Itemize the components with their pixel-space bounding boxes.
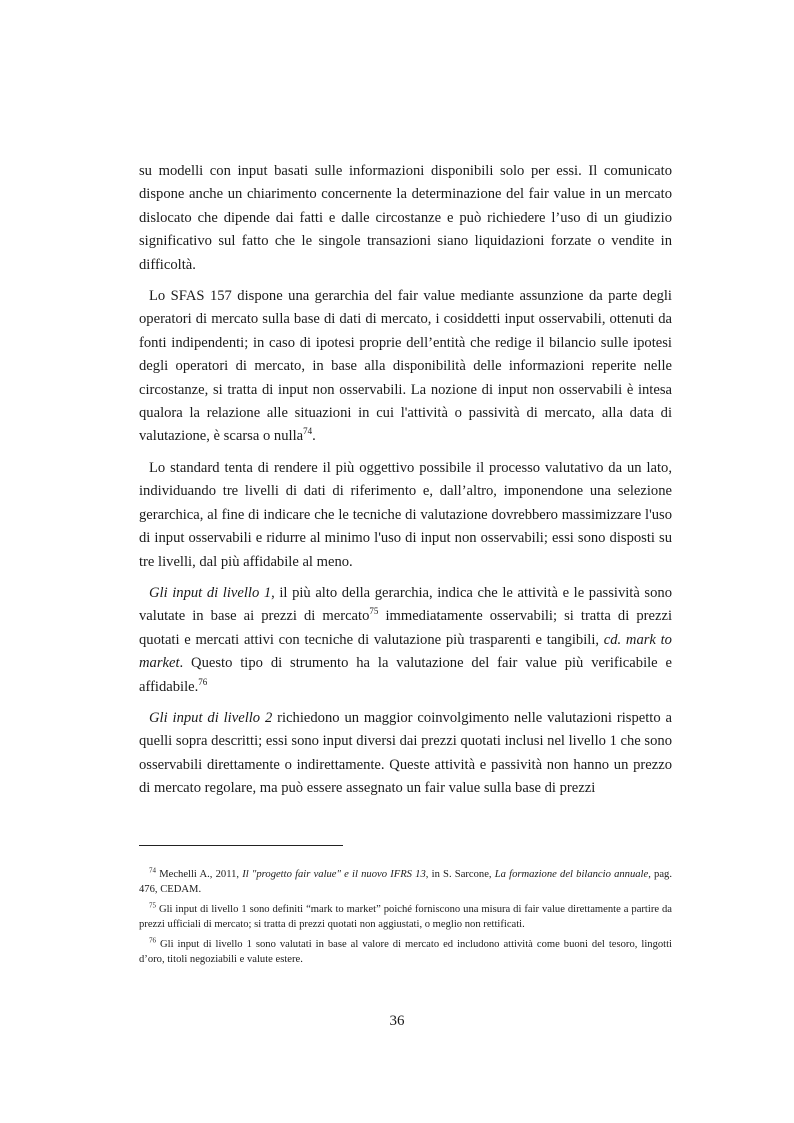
paragraph: Lo standard tenta di rendere il più oggettivo possibile il processo valutativo da un lato, individuando tre livelli di dati di riferimento e, dall’altro, imponendone una selezione gerarchica, al fine di indicare che le tecniche di valutazione dovrebbero massimizzare l'uso di input osservabili e ridurre al minimo l'uso di input non osservabili; essi sono disposti su tre livelli, dal più affidabile al meno. [139, 459, 672, 570]
paragraph: Lo SFAS 157 dispone una gerarchia del fair value mediante assunzione da parte degli operatori di mercato sulla base di dati di mercato, i cosiddetti input osservabili, ottenuti da fonti indipendenti; in caso di ipotesi proprie dell’entità che redige il bilancio sulle ipotesi degli operatori di mercato, in base alla disponibilità delle informazioni reperite nelle circostanze, si tratta di input non osservabili. La nozione di input non osservabili è intesa qualora la relazione alle situazioni in cui l'attività o passività di mercato, alla data di valutazione, è scarsa o nulla$^{74}$. [139, 288, 672, 445]
footnote-ref[interactable]: 75 [369, 606, 379, 617]
italic-term: cd. mark to market [139, 631, 672, 672]
paragraph: Gli input di livello 1, il più alto della gerarchia, indica che le attività e le passività sono valutate in base ai prezzi di mercato$^{75}$ immediatamente osservabili; si tratta di prezzi quotati e mercati attivi con tecniche di valutazione più trasparenti e tangibili, cd. mark to market. Questo tipo di strumento ha la valutazione del fair value più verificabile e affidabile.$^{76}$ [139, 584, 672, 695]
footnote-ref[interactable]: 76 [198, 676, 208, 687]
body-text [139, 160, 672, 809]
italic-term: Gli input di livello 2 [149, 709, 273, 726]
footnotes [139, 868, 672, 973]
footnote-75: $^{75}$ Gli input di livello 1 sono definiti “mark to market” poiché forniscono una misura di fair value direttamente a partire da prezzi ufficiali di mercato; si tratta di prezzi quotati non aggiustati, o meglio non rettificati. [139, 901, 672, 930]
paragraph: Gli input di livello 2 richiedono un maggior coinvolgimento nelle valutazioni rispetto a quelli sopra descritti; essi sono input diversi dai prezzi quotati inclusi nel livello 1 che sono osservabili direttamente o indirettamente. Queste attività e passività non hanno un prezzo di mercato regolare, ma può essere assegnato un fair value sulla base di prezzi [139, 709, 672, 797]
footnote-separator [139, 845, 343, 846]
page-number: 36 [389, 1013, 405, 1029]
italic-term: Gli input di livello 1 [149, 584, 272, 601]
footnote-ref[interactable]: 74 [303, 426, 313, 437]
paragraph: su modelli con input basati sulle informazioni disponibili solo per essi. Il comunicato dispone anche un chiarimento concernente la determinazione del fair value in un mercato dislocato che dipende dai fatti e dalle circostanze e può richiedere l’uso di un giudizio significativo sul fatto che le singole transazioni siano liquidazioni forzate o vendite in difficoltà. [139, 163, 672, 273]
footnote-74: $^{74}$ Mechelli A., 2011, Il "progetto fair value" e il nuovo IFRS 13, in S. Sarcone, La formazione del bilancio annuale, pag. 476, CEDAM. [139, 866, 672, 895]
footnote-76: $^{76}$ Gli input di livello 1 sono valutati in base al valore di mercato ed includono attività come buoni del tesoro, lingotti d’oro, titoli negoziabili e valute estere. [139, 936, 672, 965]
